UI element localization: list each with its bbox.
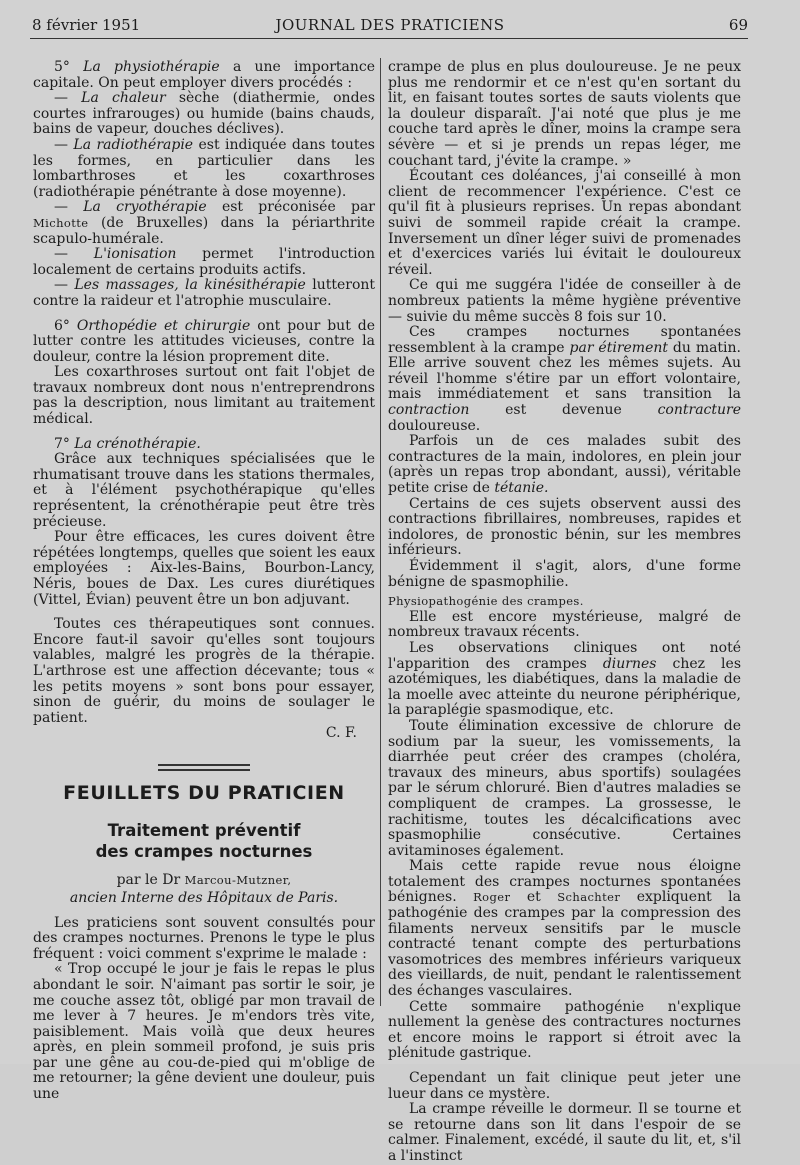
paragraph: Cette sommaire pathogénie n'explique nullement la genèse des contractures nocturnes et encore moins le rapport si étroit avec la plénitude gastrique.: [388, 998, 741, 1062]
paragraph: — La radiothérapie est indiquée dans toutes les formes, en particulier dans les lombarthroses et les coxarthroses (radiothérapie pénétrante à dose moyenne).: [33, 136, 375, 200]
author-name: Marcou-Mutzner,: [184, 872, 292, 887]
paragraph: Écoutant ces doléances, j'ai conseillé à mon client de recommencer l'expérience. C'est ce qu'il fit à plusieurs reprises. Un repas abondant suivi de sommeil rapide créait la crampe. Inversement un dîner léger suivi de promenades et d'exercices variés lui évitait le douloureux réveil.: [388, 168, 741, 278]
paragraph: Mais cette rapide revue nous éloigne totalement des crampes nocturnes spontanées bénignes. Roger et Schachter expliquent la pathogénie des crampes par la compression des filaments nerveux sensitifs par le muscle contracté tenant compte des perturbations vasomotrices des membres inférieurs variqueux des vieillards, de nuit, pendant le ralentissement des échanges vasculaires.: [388, 858, 742, 1000]
paragraph: 6° Orthopédie et chirurgie ont pour but de lutter contre les attitudes vicieuses, contre la douleur, contre la lésion proprement dite.: [33, 317, 375, 365]
paragraph: crampe de plus en plus douloureuse. Je ne peux plus me rendormir et ce n'est qu'en sortant du lit, en faisant toutes sortes de sauts violents que la douleur disparaît. J'ai noté que plus je me couche tard après le dîner, moins la crampe sera sévère — et si je prends un repas léger, me couchant tard, j'évite la crampe. »: [388, 59, 741, 169]
left-column: [33, 60, 375, 1103]
paragraph: Les praticiens sont souvent consultés pour des crampes nocturnes. Prenons le type le plus fréquent : voici comment s'exprime le malade :: [33, 914, 375, 962]
paragraph: Pour être efficaces, les cures doivent être répétées longtemps, quelles que soient les eaux employées : Aix-les-Bains, Bourbon-Lancy, Néris, boues de Dax. Les cures diurétiques (Vittel, Évian) peuvent être un bon adjuvant.: [33, 529, 375, 608]
paragraph: — La chaleur sèche (diathermie, ondes courtes infrarouges) ou humide (bains chauds, bains de vapeur, douches déclives).: [33, 90, 375, 138]
signature: C. F.: [325, 725, 357, 742]
paragraph: Certains de ces sujets observent aussi des contractions fibrillaires, nombreuses, rapides et indolores, de pronostic bénin, sur les membres inférieurs.: [388, 495, 741, 559]
paragraph: 5° La physiothérapie a une importance capitale. On peut employer divers procédés :: [33, 59, 376, 91]
paragraph: — L'ionisation permet l'introduction localement de certains produits actifs.: [33, 246, 375, 278]
paragraph: — Les massages, la kinésithérapie lutteront contre la raideur et l'atrophie musculaire.: [33, 277, 376, 309]
column-divider: [380, 58, 381, 1006]
byline: par le Dr Marcou-Mutzner, ancien Interne des Hôpitaux de Paris.: [69, 871, 339, 906]
author-title: ancien Interne des Hôpitaux de Paris.: [69, 889, 339, 906]
paragraph: « Trop occupé le jour je fais le repas le plus abondant le soir. N'aimant pas sortir le soir, je me couche assez tôt, obligé par mon travail de me lever à 7 heures. Je m'endors très vite, paisiblement. Mais voilà que deux heures après, en plein sommeil profond, je suis pris par une gêne au cou-de-pied qui m'oblige de me retourner; la gêne devient une douleur, puis une: [33, 961, 375, 1103]
paragraph: Grâce aux techniques spécialisées que le rhumatisant trouve dans les stations thermales, et à l'élément psychothérapique qu'elles représentent, la crénothérapie peut être très précieuse.: [33, 451, 375, 530]
section-title: FEUILLETS DU PRATICIEN: [63, 781, 345, 804]
paragraph: La crampe réveille le dormeur. Il se tourne et se retourne dans son lit dans l'espoir de se calmer. Finalement, excédé, il saute du lit, et, s'il a l'instinct: [388, 1101, 741, 1164]
header-rule: [30, 38, 748, 39]
right-column: [388, 60, 741, 1165]
paragraph: Toutes ces thérapeutiques sont connues. Encore faut-il savoir qu'elles sont toujours valables, malgré les progrès de la thérapie. L'arthrose est une affection décevante; tous « les petits moyens » sont bons pour essayer, sinon de guérir, du moins de soulager le patient.: [33, 616, 375, 726]
paragraph: Les observations cliniques ont noté l'apparition des crampes diurnes chez les azotémiques, les diabétiques, dans la maladie de la moelle avec atteinte du neurone périphérique, la paraplégie spasmodique, etc.: [388, 639, 742, 719]
page-header: [32, 14, 748, 38]
paragraph: Cependant un fait clinique peut jeter une lueur dans ce mystère.: [388, 1070, 741, 1102]
subsection-heading: Physiopathogénie des crampes.: [388, 594, 584, 609]
paragraph: — La cryothérapie est préconisée par Michotte (de Bruxelles) dans la périarthrite scapulo-humérale.: [33, 199, 376, 247]
paragraph: Parfois un de ces malades subit des contractures de la main, indolores, en plein jour (après un repas trop abondant, aussi), véritable petite crise de tétanie.: [388, 433, 741, 497]
paragraph: Les coxarthroses surtout ont fait l'objet de travaux nombreux dont nous n'entreprendrons pas la description, nous limitant au traitement médical.: [33, 364, 375, 428]
paragraph: Ces crampes nocturnes spontanées ressemblent à la crampe par étirement du matin. Elle arrive souvent chez les mêmes sujets. Au réveil l'homme s'étire par un effort volontaire, mais immédiatement et sans transition la contraction est devenue contracture douloureuse.: [388, 324, 742, 434]
paragraph: Toute élimination excessive de chlorure de sodium par la sueur, les vomissements, la diarrhée peut créer des crampes (choléra, travaux des mineurs, abus sportifs) soulagées par le sérum chloruré. Bien d'autres maladies se compliquent de crampes. La grossesse, le rachitisme, toutes les décalcifications avec spasmophilie consécutive. Certaines avitaminoses également.: [388, 717, 741, 859]
paragraph: Elle est encore mystérieuse, malgré de nombreux travaux récents.: [388, 608, 741, 641]
article-title: Traitement préventif des crampes nocturnes: [95, 820, 313, 861]
double-rule: [158, 764, 250, 771]
issue-date: 8 février 1951: [32, 16, 141, 34]
page-number: 69: [728, 16, 748, 34]
paragraph: Évidemment il s'agit, alors, d'une forme bénigne de spasmophilie.: [388, 558, 741, 590]
paragraph: 7° La crénothérapie.: [54, 435, 201, 452]
paragraph: Ce qui me suggéra l'idée de conseiller à de nombreux patients la même hygiène préventive — suivie du même succès 8 fois sur 10.: [388, 277, 741, 325]
journal-name: JOURNAL DES PRATICIENS: [275, 16, 505, 34]
